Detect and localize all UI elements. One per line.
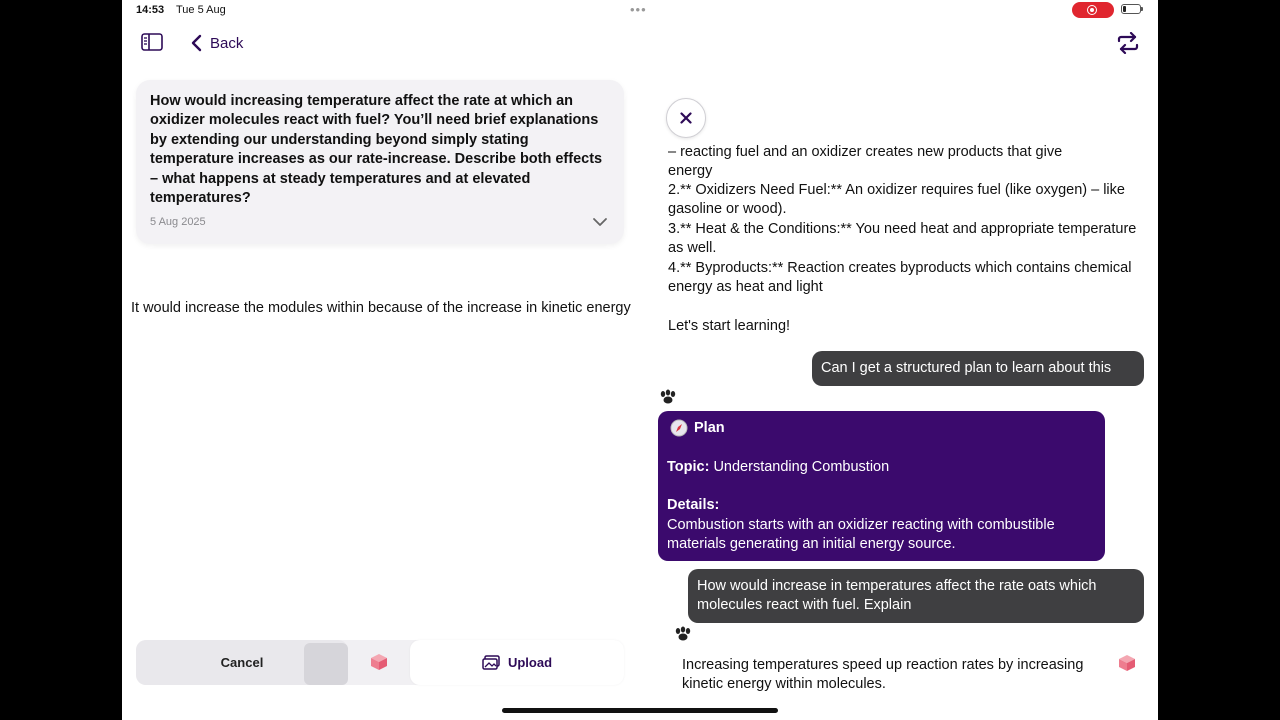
question-date: 5 Aug 2025: [150, 216, 206, 228]
user-message-bubble[interactable]: [688, 569, 1144, 623]
close-button[interactable]: [666, 98, 706, 138]
back-label: Back: [210, 34, 244, 52]
close-icon: [680, 112, 692, 124]
app-screen: [122, 0, 1158, 720]
status-date: Tue 5 Aug: [176, 4, 226, 16]
plan-card[interactable]: [658, 411, 1105, 561]
cancel-label: Cancel: [220, 655, 264, 670]
chat-list-item: 4.** Byproducts:** Reaction creates byproducts which contains chemical energy as heat and light: [668, 260, 1132, 296]
multitasking-dots-icon[interactable]: •••: [630, 2, 647, 17]
compass-icon: [670, 419, 688, 437]
plan-topic: [667, 459, 889, 475]
battery-icon: [1121, 4, 1141, 14]
assistant-avatar-icon: [674, 626, 692, 642]
upload-label: Upload: [507, 655, 553, 670]
chat-partial-line-2: energy: [668, 163, 713, 179]
chat-partial-line-1: – reacting fuel and an oxidizer creates new products that give: [668, 144, 1063, 160]
photo-icon: [482, 655, 500, 670]
selection-highlight: [304, 643, 348, 685]
cube-icon: [370, 653, 388, 671]
chat-list-item: 2.** Oxidizers Need Fuel:** An oxidizer requires fuel (like oxygen) – like gasoline or wood).: [668, 182, 1125, 218]
plan-details-label: Details:: [667, 497, 720, 513]
plan-details-text: Combustion starts with an oxidizer reacting with combustible materials generating an initial energy source.: [667, 517, 1055, 553]
plan-title: Plan: [694, 420, 725, 436]
sidebar-toggle-icon[interactable]: [141, 33, 163, 51]
chat-closing-line: Let's start learning!: [668, 318, 791, 334]
upload-button[interactable]: [410, 640, 624, 685]
user-message-bubble[interactable]: [812, 351, 1144, 386]
chevron-down-icon[interactable]: [592, 216, 608, 228]
back-button[interactable]: [190, 31, 243, 55]
question-card[interactable]: [136, 80, 624, 244]
screen-recording-icon[interactable]: [1072, 2, 1114, 18]
cube-icon: [1118, 654, 1136, 672]
status-time: 14:53: [136, 4, 165, 16]
plan-topic-value: Understanding Combustion: [713, 459, 890, 475]
chat-list-item: 3.** Heat & the Conditions:** You need heat and appropriate temperature as well.: [668, 221, 1137, 257]
question-text: How would increasing temperature affect the rate at which an oxidizer molecules react with fuel? You’ll need brief explanations by extending our understanding beyond simply stating temperature increases as our rate-increase. Describe both effects – what happens at steady temperatures and at elevated temperatures?: [150, 93, 603, 207]
plan-topic-label: Topic:: [667, 459, 710, 475]
home-indicator[interactable]: [502, 708, 778, 713]
answer-text[interactable]: It would increase the modules within because of the increase in kinetic energy: [131, 300, 631, 316]
swap-arrows-icon[interactable]: [1116, 32, 1140, 54]
assistant-reply-text: Increasing temperatures speed up reaction rates by increasing kinetic energy within molecules.: [682, 657, 1084, 693]
user-message-text: Can I get a structured plan to learn about this: [821, 360, 1112, 376]
assistant-avatar-icon: [659, 389, 677, 405]
chevron-left-icon: [190, 34, 202, 52]
user-message-text: How would increase in temperatures affect the rate oats which molecules react with fuel. Explain: [697, 578, 1097, 614]
